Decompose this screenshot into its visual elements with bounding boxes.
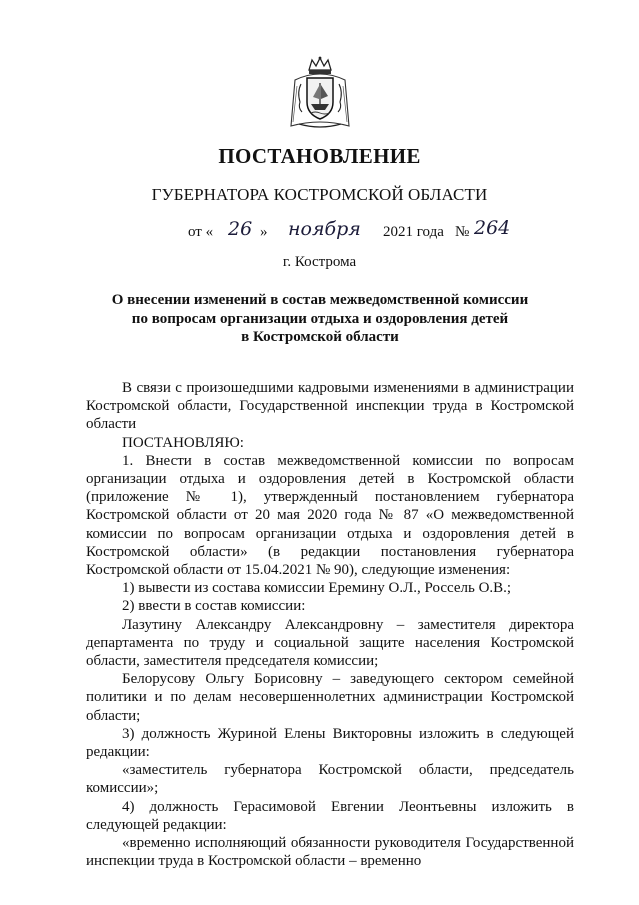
heading-line: в Костромской области	[241, 329, 399, 345]
body-paragraph: 1) вывести из состава комиссии Еремину О.Л., Россель О.В.;	[122, 580, 512, 597]
handwritten-day: 26	[228, 218, 253, 240]
handwritten-month: ноября	[288, 218, 361, 240]
document-title: ПОСТАНОВЛЕНИЕ	[218, 144, 421, 168]
document-heading	[60, 291, 580, 347]
date-prefix: от «	[188, 224, 214, 240]
number-label: №	[455, 224, 470, 240]
body-paragraph: В связи с произошедшими кадровыми изменениями в администрации Костромской области, Государственной инспекции труда в Костромской области	[86, 380, 574, 433]
city-line: г. Кострома	[282, 254, 357, 270]
body-paragraph: 2) ввести в состав комиссии:	[122, 598, 306, 615]
body-paragraph: «временно исполняющий обязанности руководителя Государственной инспекции труда в Костромской области – временно	[86, 835, 574, 870]
issuer-subtitle: ГУБЕРНАТОРА КОСТРОМСКОЙ ОБЛАСТИ	[151, 185, 488, 204]
date-year: 2021 года	[383, 224, 444, 240]
handwritten-number: 264	[474, 217, 511, 239]
body-paragraph: 3) должность Журиной Елены Викторовны изложить в следующей редакции:	[86, 725, 574, 761]
coat-of-arms-icon	[287, 56, 353, 132]
heading-line: по вопросам организации отдыха и оздоровления детей	[131, 310, 509, 327]
body-paragraph: 4) должность Герасимовой Евгении Леонтьевны изложить в следующей редакции:	[86, 798, 574, 833]
date-line	[0, 217, 639, 250]
date-close-quote: »	[260, 224, 268, 240]
resolution-keyword: ПОСТАНОВЛЯЮ:	[122, 434, 244, 451]
body-paragraph: Белорусову Ольгу Борисовну – заведующего сектором семейной политики и по делам несовершеннолетних администрации Костромской области;	[86, 671, 574, 724]
body-paragraph: Лазутину Александру Александровну – заместителя директора департамента по труду и социальной защите населения Костромской области, заместителя председателя комиссии;	[86, 616, 574, 670]
document-body	[86, 379, 574, 870]
body-paragraph: 1. Внести в состав межведомственной комиссии по вопросам организации отдыха и оздоровления детей в Костромской области (приложение № 1), утвержденный постановлением губернатора Костромской области от 20 мая 2020 года № 87 «О межведомственной комиссии по вопросам организации отдыха и оздоровления детей в Костромской области» (в редакции постановления губернатора Костромской области от 15.04.2021 № 90), следующие изменения:	[86, 452, 574, 579]
heading-line: О внесении изменений в состав межведомственной комиссии	[111, 292, 529, 308]
body-paragraph: «заместитель губернатора Костромской области, председатель комиссии»;	[86, 762, 574, 797]
